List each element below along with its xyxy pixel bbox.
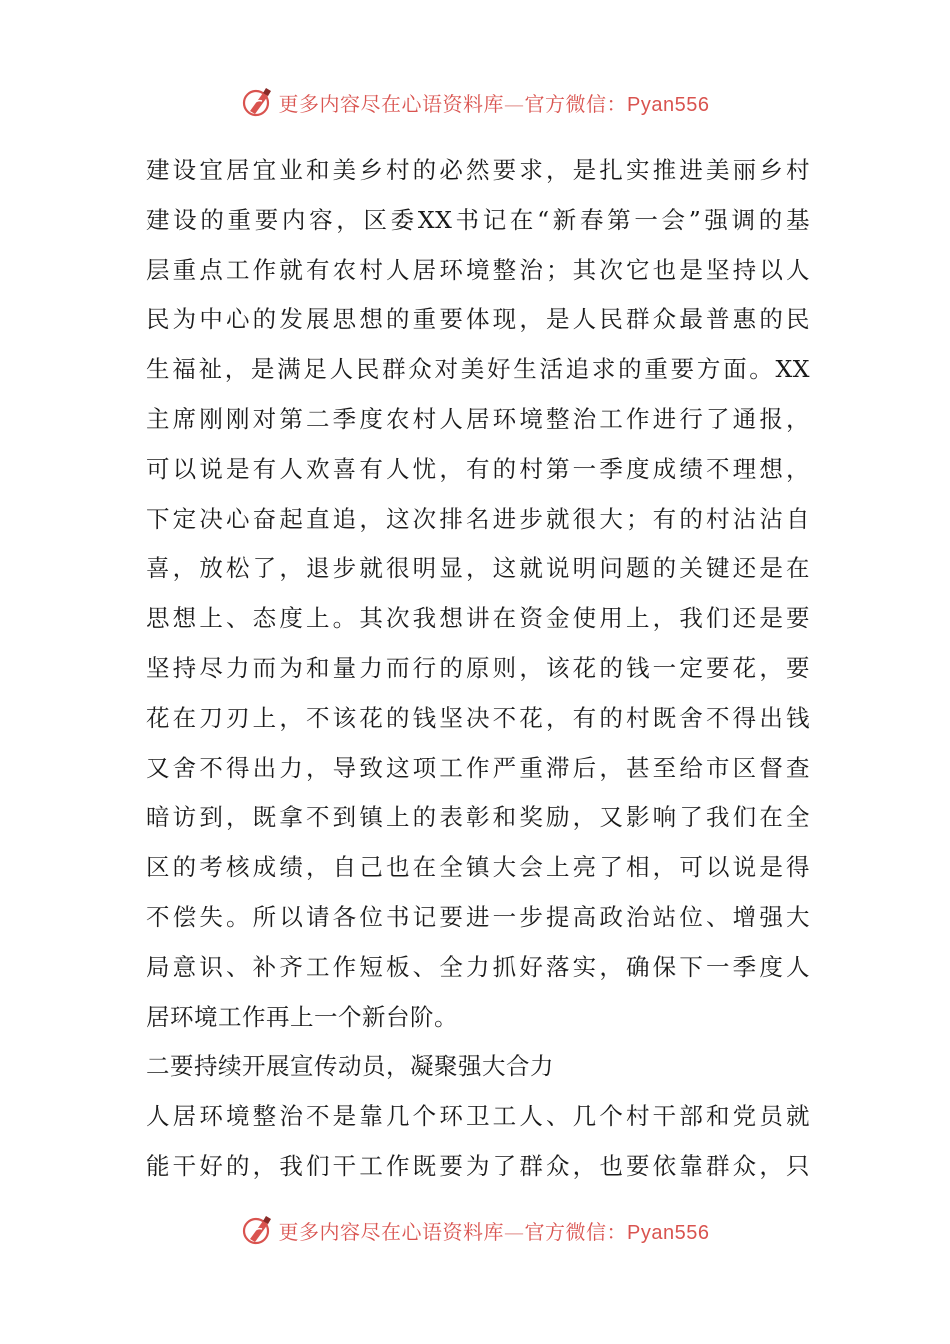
text-line: 建设宜居宜业和美乡村的必然要求，是扎实推进美丽乡村 — [146, 156, 810, 184]
text-line: 喜，放松了，退步就很明显，这就说明问题的关键还是在 — [146, 554, 810, 583]
text-line: 局意识、补齐工作短板、全力抓好落实，确保下一季度人 — [146, 952, 810, 981]
text-line: 区的考核成绩，自己也在全镇大会上亮了相，可以说是得 — [146, 853, 810, 882]
text-line: 建设的重要内容，区委XX书记在“新春第一会”强调的基 — [146, 205, 810, 234]
text-line: 坚持尽力而为和量力而行的原则，该花的钱一定要花，要 — [146, 653, 810, 682]
header-banner-text: 更多内容尽在心语资料库—官方微信：Pyan556 — [278, 91, 710, 116]
text-line: 又舍不得出力，导致这项工作严重滞后，甚至给市区督查 — [146, 753, 810, 782]
text-line: 层重点工作就有农村人居环境整治；其次它也是坚持以人 — [146, 255, 810, 284]
text-line: 花在刀刃上，不该花的钱坚决不花，有的村既舍不得出钱 — [146, 703, 810, 732]
text-line: 居环境工作再上一个新台阶。 — [146, 1002, 458, 1031]
text-line: 暗访到，既拿不到镇上的表彰和奖励，又影响了我们在全 — [146, 803, 810, 832]
document-body — [146, 146, 810, 1192]
header-banner — [0, 82, 950, 122]
footer-banner — [0, 1210, 950, 1250]
text-line: 生福祉，是满足人民群众对美好生活追求的重要方面。XX — [146, 355, 810, 384]
text-line: 思想上、态度上。其次我想讲在资金使用上，我们还是要 — [146, 604, 810, 633]
section-heading: 二要持续开展宣传动员，凝聚强大合力 — [146, 1052, 554, 1081]
text-line: 下定决心奋起直追，这次排名进步就很大；有的村沾沾自 — [146, 504, 810, 533]
pen-nib-logo-icon — [241, 85, 275, 119]
text-line: 民为中心的发展思想的重要体现，是人民群众最普惠的民 — [146, 305, 810, 334]
pen-nib-logo-icon — [241, 1213, 275, 1247]
text-line: 主席刚刚对第二季度农村人居环境整治工作进行了通报， — [146, 404, 810, 433]
text-line: 不偿失。所以请各位书记要进一步提高政治站位、增强大 — [146, 902, 810, 931]
text-line: 能干好的，我们干工作既要为了群众，也要依靠群众，只 — [146, 1151, 810, 1180]
footer-banner-text: 更多内容尽在心语资料库—官方微信：Pyan556 — [278, 1219, 710, 1244]
text-line: 人居环境整治不是靠几个环卫工人、几个村干部和党员就 — [146, 1102, 810, 1131]
text-line: 可以说是有人欢喜有人忧，有的村第一季度成绩不理想， — [146, 454, 810, 483]
